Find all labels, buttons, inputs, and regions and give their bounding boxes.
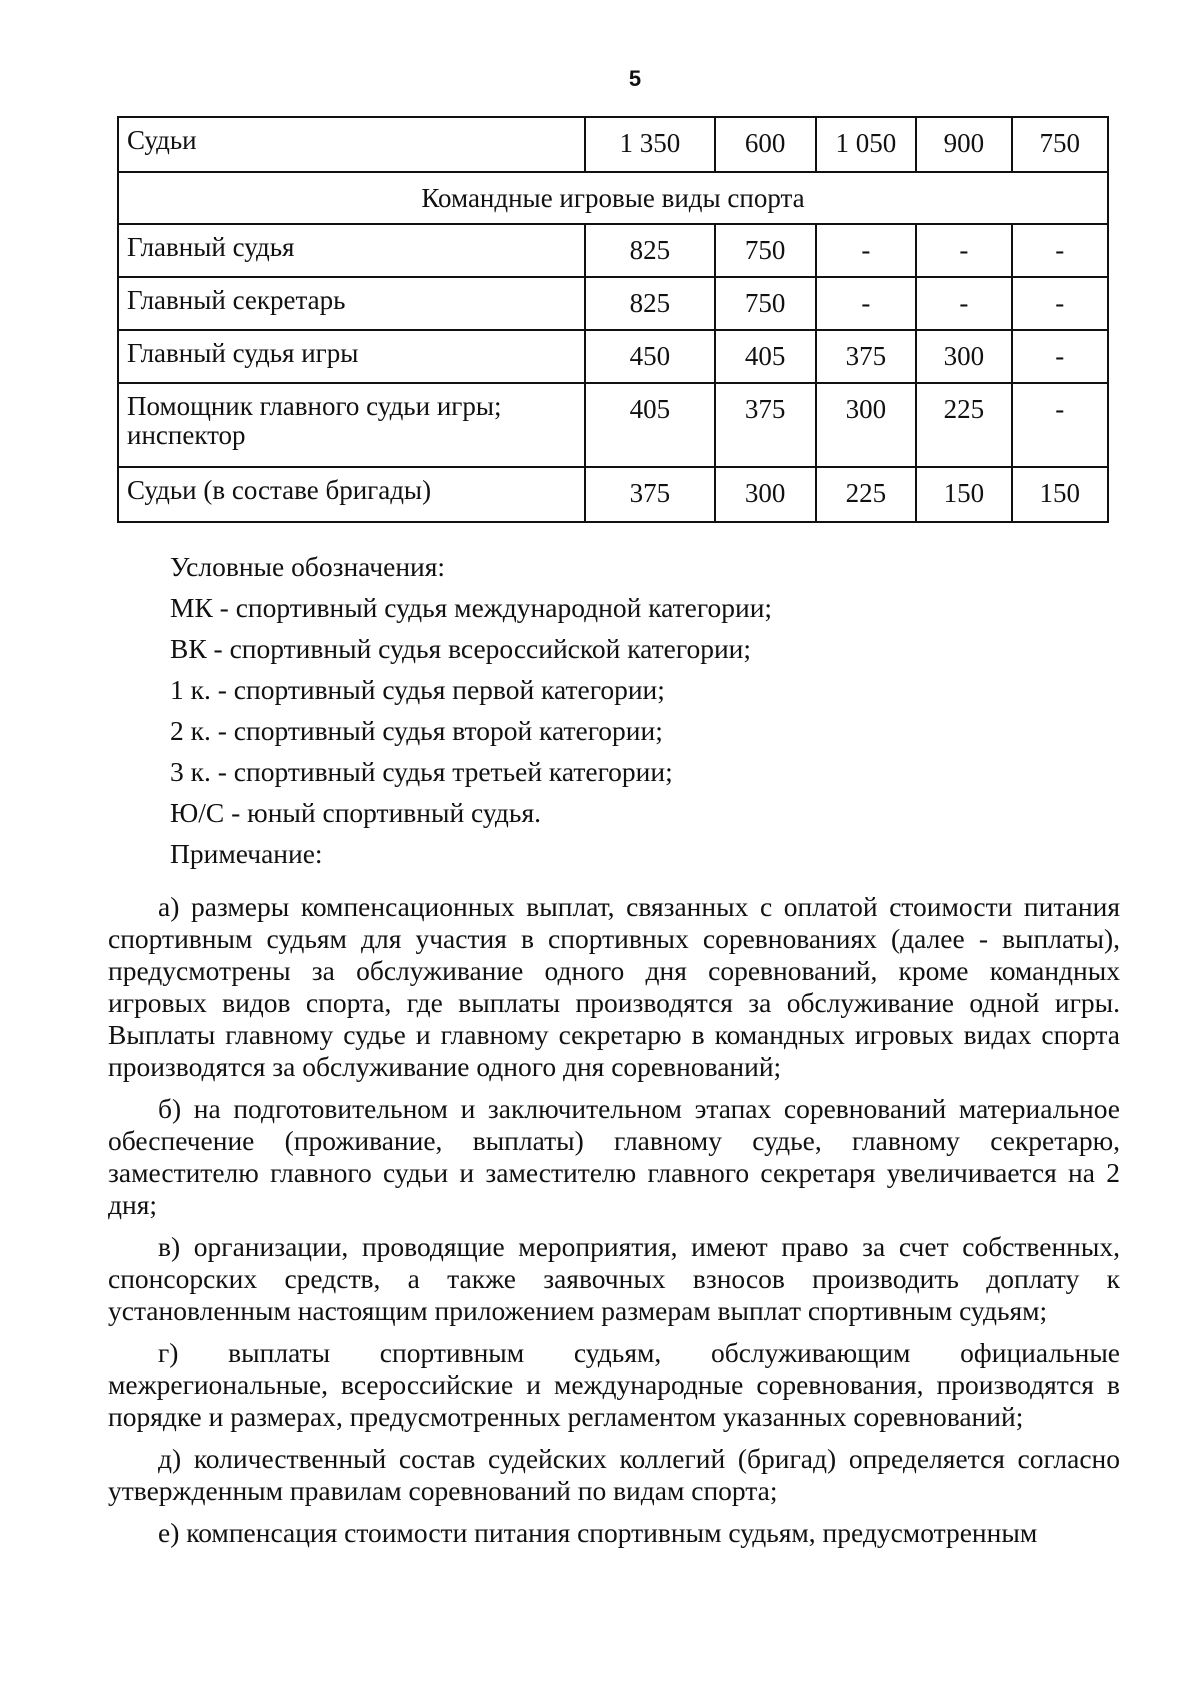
note-paragraph: а) размеры компенсационных выплат, связанных с оплатой стоимости питания спортивным судьям для участия в спортивных соревнованиях (далее - выплаты), предусмотрены за обслуживание одного дня соревнований, кроме командных игровых видов спорта, где выплаты производятся за обслуживание одной игры. Выплаты главному судье и главному секретарю в командных игровых видах спорта производятся за обслуживание одного дня соревнований; bbox=[108, 891, 1120, 1082]
note-paragraph: б) на подготовительном и заключительном этапах соревнований материальное обеспечение (проживание, выплаты) главному судье, главному секретарю, заместителю главного судьи и заместителю главного секретаря увеличивается на 2 дня; bbox=[108, 1093, 1120, 1220]
row-name bbox=[118, 383, 585, 467]
cell-value: - bbox=[1012, 277, 1108, 330]
cell-value: 150 bbox=[1012, 467, 1108, 522]
cell-value: 375 bbox=[585, 467, 715, 522]
cell-value: 900 bbox=[916, 117, 1011, 172]
cell-value: 300 bbox=[816, 383, 917, 467]
row-name-line: Помощник главного судьи игры; bbox=[127, 391, 502, 421]
legend bbox=[170, 546, 1130, 874]
cell-value: - bbox=[1012, 330, 1108, 383]
row-name: Судьи (в составе бригады) bbox=[118, 467, 585, 522]
cell-value: 375 bbox=[715, 383, 816, 467]
cell-value: 150 bbox=[916, 467, 1011, 522]
legend-item: МК - спортивный судья международной категории; bbox=[170, 592, 773, 623]
page-number: 5 bbox=[628, 66, 642, 91]
notes bbox=[108, 891, 1120, 1559]
note-paragraph: д) количественный состав судейских коллегий (бригад) определяется согласно утвержденным правилам соревнований по видам спорта; bbox=[108, 1443, 1120, 1506]
cell-value: 375 bbox=[816, 330, 917, 383]
cell-value: 300 bbox=[715, 467, 816, 522]
cell-value: 750 bbox=[715, 277, 816, 330]
cell-value: 450 bbox=[585, 330, 715, 383]
fees-table bbox=[117, 116, 1109, 523]
cell-value: - bbox=[1012, 224, 1108, 277]
cell-value: 750 bbox=[1012, 117, 1108, 172]
note-title: Примечание: bbox=[170, 838, 323, 869]
cell-value: - bbox=[816, 224, 917, 277]
note-paragraph: г) выплаты спортивным судьям, обслуживающим официальные межрегиональные, всероссийские и международные соревнования, производятся в порядке и размерах, предусмотренных регламентом указанных соревнований; bbox=[108, 1337, 1120, 1432]
note-paragraph: в) организации, проводящие мероприятия, имеют право за счет собственных, спонсорских средств, а также заявочных взносов производить доплату к установленным настоящим приложением размерам выплат спортивным судьям; bbox=[108, 1231, 1120, 1326]
table-row bbox=[118, 224, 1108, 277]
legend-item: 1 к. - спортивный судья первой категории; bbox=[170, 674, 665, 705]
section-title: Командные игровые виды спорта bbox=[118, 172, 1108, 224]
table-section-row bbox=[118, 172, 1108, 224]
cell-value: 1 050 bbox=[816, 117, 917, 172]
table-row bbox=[118, 117, 1108, 172]
row-name: Судьи bbox=[118, 117, 585, 172]
cell-value: 300 bbox=[916, 330, 1011, 383]
cell-value: - bbox=[916, 277, 1011, 330]
legend-item: ВК - спортивный судья всероссийской категории; bbox=[170, 633, 752, 664]
cell-value: 825 bbox=[585, 277, 715, 330]
cell-value: - bbox=[916, 224, 1011, 277]
row-name-line: инспектор bbox=[127, 420, 246, 450]
cell-value: 405 bbox=[715, 330, 816, 383]
legend-item: 3 к. - спортивный судья третьей категории; bbox=[170, 756, 673, 787]
row-name: Главный секретарь bbox=[118, 277, 585, 330]
legend-title: Условные обозначения: bbox=[170, 551, 446, 582]
cell-value: - bbox=[1012, 383, 1108, 467]
table-row bbox=[118, 277, 1108, 330]
table-row bbox=[118, 383, 1108, 467]
table-row bbox=[118, 330, 1108, 383]
legend-item: 2 к. - спортивный судья второй категории; bbox=[170, 715, 663, 746]
cell-value: 600 bbox=[715, 117, 816, 172]
table-row bbox=[118, 467, 1108, 522]
row-name: Главный судья игры bbox=[118, 330, 585, 383]
cell-value: 225 bbox=[916, 383, 1011, 467]
note-paragraph: е) компенсация стоимости питания спортивным судьям, предусмотренным bbox=[158, 1517, 1038, 1548]
cell-value: - bbox=[816, 277, 917, 330]
cell-value: 225 bbox=[816, 467, 917, 522]
cell-value: 405 bbox=[585, 383, 715, 467]
cell-value: 1 350 bbox=[585, 117, 715, 172]
cell-value: 825 bbox=[585, 224, 715, 277]
row-name: Главный судья bbox=[118, 224, 585, 277]
legend-item: Ю/С - юный спортивный судья. bbox=[170, 797, 541, 828]
cell-value: 750 bbox=[715, 224, 816, 277]
